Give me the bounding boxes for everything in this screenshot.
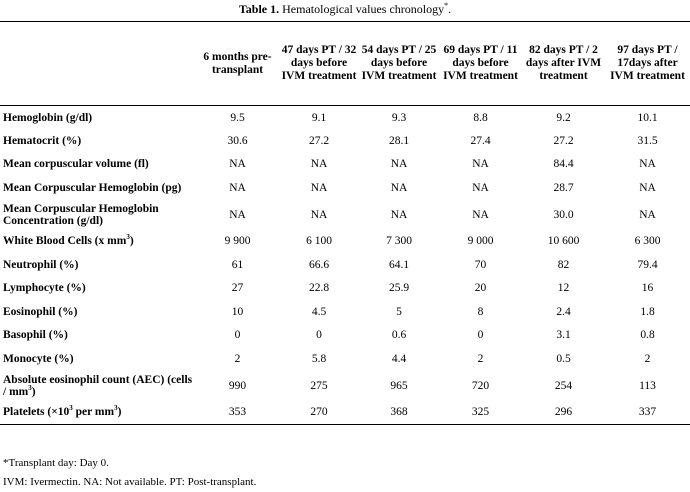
- row-label: [0, 230, 196, 254]
- table-row: [0, 277, 690, 301]
- table-cell: NA: [229, 208, 246, 221]
- table-cell: 9.5: [230, 111, 245, 124]
- row-label-part: White Blood Cells (x mm: [3, 235, 127, 248]
- row-label: [0, 401, 196, 425]
- row-label-part: Absolute eosinophil count (AEC) (cells / mm: [3, 373, 193, 398]
- table-cell: 16: [641, 282, 654, 295]
- note-transplant-day: *Transplant day: Day 0.: [3, 457, 109, 469]
- column-header: 6 months pre-transplant: [196, 22, 279, 106]
- table-cell: 7 300: [386, 235, 412, 248]
- table-cell: 5.8: [311, 352, 327, 365]
- row-label-part: Eosinophil (%): [3, 305, 78, 318]
- table-row: [0, 401, 690, 425]
- table-cell: 25.9: [388, 282, 410, 295]
- table-row: [0, 300, 690, 324]
- table-caption: [0, 2, 690, 17]
- table-cell: 6 300: [634, 235, 661, 248]
- row-label: [0, 153, 196, 177]
- table-title: Hematological values chronology: [282, 2, 445, 16]
- table-cell: 9.2: [556, 111, 571, 124]
- table-cell: 82: [557, 258, 570, 271]
- table-cell: 10: [231, 305, 244, 318]
- column-header: 97 days PT / 17days after IVM treatment: [605, 22, 690, 106]
- table-cell: 30.6: [227, 134, 248, 147]
- row-label: [0, 347, 196, 371]
- column-header: [0, 22, 196, 106]
- row-label-part: 3: [69, 404, 73, 413]
- table-row: [0, 129, 690, 153]
- table-cell: 720: [471, 379, 490, 392]
- table-cell: 368: [359, 401, 439, 425]
- table-cell: 1.8: [640, 305, 655, 318]
- table-cell: 0: [234, 329, 241, 342]
- table-cell: NA: [229, 181, 246, 194]
- table-cell: NA: [639, 208, 656, 221]
- table-cell: 2: [234, 352, 241, 365]
- table-cell: 3.1: [556, 329, 571, 342]
- table-cell: 27.2: [553, 134, 574, 147]
- row-label-part: Hemoglobin (g/dl): [3, 111, 93, 124]
- header-row: [0, 22, 690, 106]
- row-label: [0, 300, 196, 324]
- caption-end: .: [448, 2, 452, 16]
- table-cell: 10.1: [637, 111, 658, 124]
- table-cell: 8: [477, 305, 484, 318]
- table-cell: 0.6: [391, 329, 407, 342]
- table-cell: 31.5: [637, 134, 658, 147]
- table-cell: 965: [390, 379, 408, 392]
- table-cell: 61: [231, 258, 244, 271]
- table-row: [0, 324, 690, 348]
- table-cell: 27.2: [308, 134, 330, 147]
- table-cell: 2: [477, 352, 484, 365]
- table-cell: 27.4: [470, 134, 491, 147]
- table-cell: 6 100: [306, 235, 332, 248]
- row-label-part: 3: [114, 404, 118, 413]
- table-row: [0, 176, 690, 200]
- table-cell: 275: [310, 379, 328, 392]
- table-label: Table 1.: [238, 2, 280, 16]
- table-cell: NA: [390, 208, 408, 221]
- table-cell: 28.7: [553, 181, 574, 194]
- table-cell: 84.4: [553, 158, 574, 171]
- hematology-table: [0, 21, 690, 425]
- table-cell: 254: [554, 379, 573, 392]
- row-label: [0, 200, 196, 230]
- table-cell: 20: [474, 282, 487, 295]
- row-label-part: ): [117, 406, 122, 418]
- table-cell: 353: [196, 401, 279, 425]
- table-cell: NA: [472, 208, 489, 221]
- table-cell: 8.8: [473, 111, 488, 124]
- table-cell: NA: [390, 181, 408, 194]
- table-cell: 30.0: [553, 208, 574, 221]
- table-cell: 79.4: [637, 258, 658, 271]
- table-cell: 28.1: [388, 134, 410, 147]
- table-cell: NA: [310, 208, 328, 221]
- column-header: 54 days PT / 25 days before IVM treatment: [359, 22, 439, 106]
- table-cell: 325: [439, 401, 522, 425]
- row-label: [0, 106, 196, 130]
- row-label-part: Lymphocyte (%): [3, 282, 86, 295]
- row-label-part: Monocyte (%): [3, 352, 74, 365]
- column-header: 82 days PT / 2 days after IVM treatment: [522, 22, 605, 106]
- table-cell: 296: [522, 401, 605, 425]
- table-row: [0, 371, 690, 401]
- table-cell: 27: [231, 282, 244, 295]
- row-label-part: Neutrophil (%): [3, 258, 79, 271]
- caption-marker: *: [444, 1, 449, 10]
- table-cell: NA: [229, 158, 246, 171]
- table-cell: 2.4: [556, 305, 571, 318]
- table-cell: 9 000: [467, 235, 494, 248]
- table-cell: NA: [472, 158, 489, 171]
- table-cell: 9.3: [391, 111, 407, 124]
- row-label-part: Platelets (×10: [3, 406, 70, 418]
- table-row: [0, 230, 690, 254]
- row-label-part: Mean Corpuscular Hemoglobin (pg): [3, 181, 182, 194]
- row-label: [0, 176, 196, 200]
- table-cell: 337: [605, 401, 690, 425]
- table-cell: 9 900: [224, 235, 251, 248]
- table-cell: 0: [316, 329, 322, 342]
- table-cell: 5: [396, 305, 402, 318]
- table-cell: 9.1: [311, 111, 327, 124]
- column-header: 47 days PT / 32 days before IVM treatment: [279, 22, 359, 106]
- table-cell: NA: [472, 181, 489, 194]
- table-body: [0, 106, 690, 425]
- row-label-part: per mm: [72, 406, 115, 418]
- table-cell: NA: [639, 158, 656, 171]
- table-cell: 10 600: [547, 235, 580, 248]
- row-label: [0, 324, 196, 348]
- row-label: [0, 371, 196, 401]
- table-cell: NA: [310, 181, 328, 194]
- row-label: [0, 253, 196, 277]
- row-label-part: Basophil (%): [3, 329, 68, 342]
- table-cell: 4.4: [391, 352, 407, 365]
- table-cell: 0.8: [640, 329, 655, 342]
- table-row: [0, 253, 690, 277]
- row-label-part: Mean Corpuscular Hemoglobin Concentration (g/dl): [3, 202, 159, 227]
- table-cell: 64.1: [388, 258, 410, 271]
- row-label: [0, 129, 196, 153]
- table-cell: 2: [644, 352, 651, 365]
- table-cell: NA: [390, 158, 408, 171]
- row-label-part: ): [129, 235, 134, 248]
- table-cell: NA: [639, 181, 656, 194]
- row-label-part: Mean corpuscular volume (fl): [3, 158, 149, 171]
- column-header: 69 days PT / 11 days before IVM treatment: [439, 22, 522, 106]
- table-row: [0, 200, 690, 230]
- table-row: [0, 347, 690, 371]
- table-row: [0, 106, 690, 130]
- table-cell: 113: [639, 379, 656, 392]
- table-cell: 0: [477, 329, 484, 342]
- table-row: [0, 153, 690, 177]
- table-cell: NA: [310, 158, 328, 171]
- row-label: [0, 277, 196, 301]
- table-cell: 70: [474, 258, 487, 271]
- table-cell: 66.6: [308, 258, 330, 271]
- table-cell: 22.8: [308, 282, 330, 295]
- table-cell: 12: [557, 282, 570, 295]
- table-cell: 0.5: [556, 352, 571, 365]
- table-notes: [3, 454, 256, 492]
- table-cell: 4.5: [311, 305, 327, 318]
- row-label-part: 3: [126, 233, 130, 242]
- row-label-part: 3: [28, 383, 32, 392]
- table-cell: 270: [279, 401, 359, 425]
- table-cell: 990: [228, 379, 247, 392]
- row-label-part: ): [31, 385, 36, 398]
- note-abbreviations: IVM: Ivermectin. NA: Not available. PT: Post-transplant.: [3, 476, 257, 488]
- row-label-part: Hematocrit (%): [3, 134, 82, 147]
